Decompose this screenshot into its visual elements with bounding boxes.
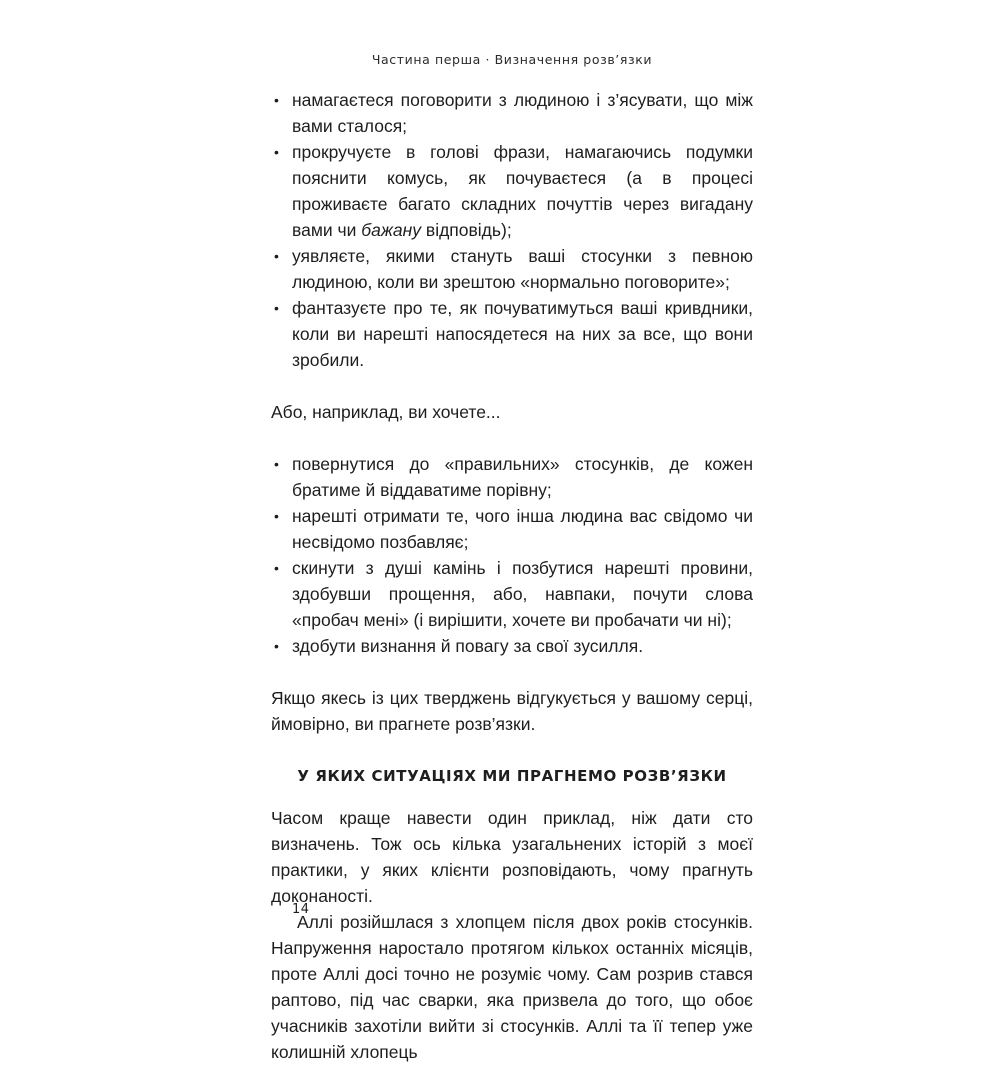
list-item-text: фантазуєте про те, як почуватимуться ваші кривдники, коли ви нарешті напосядетеся на них за все, що вони зробили. bbox=[292, 298, 753, 370]
list-item bbox=[271, 451, 753, 503]
section-paragraph-2: Аллі розійшлася з хлопцем після двох років стосунків. Напруження наростало протягом кількох останніх місяців, проте Аллі досі точно не розуміє чому. Сам розрив стався раптово, під час сварки, яка призвела до того, що обоє учасників захотіли вийти зі стосунків. Аллі та її тепер уже колишній хлопець bbox=[271, 912, 753, 1062]
bullet-icon: • bbox=[274, 456, 279, 472]
list-item-text-tail: відповідь); bbox=[425, 220, 512, 240]
bullet-icon: • bbox=[274, 144, 279, 160]
list-item-text: намагаєтеся поговорити з людиною і з’ясувати, що між вами сталося; bbox=[292, 90, 753, 136]
list-item bbox=[271, 295, 753, 373]
list-item bbox=[271, 633, 753, 659]
list-item-text: здобути визнання й повагу за свої зусилля. bbox=[292, 636, 644, 656]
bullet-icon: • bbox=[274, 508, 279, 524]
bullet-icon: • bbox=[274, 248, 279, 264]
bullet-list-situations bbox=[271, 87, 753, 373]
page-number: 14 bbox=[292, 902, 310, 917]
italic-word: бажану bbox=[361, 220, 422, 240]
bullet-icon: • bbox=[274, 638, 279, 654]
running-header: Частина перша · Визначення розв’язки bbox=[371, 52, 653, 67]
list-item-text: скинути з душі камінь і позбутися нарешті провини, здобувши прощення, або, навпаки, почути слова «пробач мені» (і вирішити, хочете ви пробачати чи ні); bbox=[292, 558, 753, 630]
list-item bbox=[271, 139, 753, 243]
list-item bbox=[271, 555, 753, 633]
bullet-icon: • bbox=[274, 300, 279, 316]
intro-paragraph: Або, наприклад, ви хочете... bbox=[271, 402, 501, 422]
list-item bbox=[271, 503, 753, 555]
section-heading: У ЯКИХ СИТУАЦІЯХ МИ ПРАГНЕМО РОЗВ’ЯЗКИ bbox=[297, 767, 727, 785]
list-item bbox=[271, 87, 753, 139]
bullet-icon: • bbox=[274, 560, 279, 576]
list-item-text: повернутися до «правильних» стосунків, де кожен братиме й віддаватиме порівну; bbox=[292, 454, 753, 500]
bullet-icon: • bbox=[274, 92, 279, 108]
list-item-text: нарешті отримати те, чого інша людина вас свідомо чи несвідомо позбавляє; bbox=[292, 506, 753, 552]
section-paragraph-1: Часом краще навести один приклад, ніж дати сто визначень. Тож ось кілька узагальнених історій з моєї практики, у яких клієнти розповідають, чому прагнуть доконаності. bbox=[271, 808, 753, 906]
list-item-text: уявляєте, якими стануть ваші стосунки з певною людиною, коли ви зрештою «нормально поговорите»; bbox=[292, 246, 753, 292]
bullet-list-wishes bbox=[271, 451, 753, 659]
page-content bbox=[271, 52, 753, 1065]
conclusion-paragraph: Якщо якесь із цих тверджень відгукується у вашому серці, ймовірно, ви прагнете розв’язки. bbox=[271, 688, 753, 734]
list-item-text: прокручуєте в голові фрази, намагаючись подумки пояснити комусь, як почуваєтеся (а в процесі проживаєте багато складних почуттів через вигадану вами чи bbox=[292, 142, 753, 240]
list-item bbox=[271, 243, 753, 295]
